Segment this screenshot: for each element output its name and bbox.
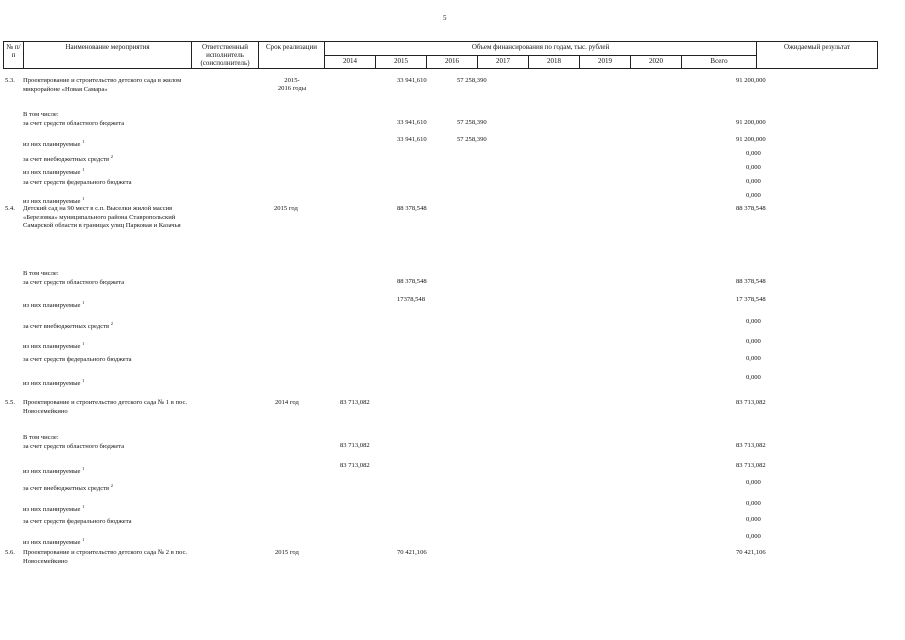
regional-2014: 83 713,082 (340, 442, 370, 449)
header-responsible: Ответственный исполнитель (соисполнитель) (192, 42, 259, 69)
header-table (3, 41, 878, 69)
planned-label: из них планируемые $^1$ (23, 341, 85, 350)
planned-label: из них планируемые $^1$ (23, 196, 85, 205)
header-year: 2017 (478, 55, 529, 69)
item-value-2016: 57 258,390 (457, 77, 487, 84)
page-number: 5 (443, 14, 447, 22)
planned-2014: 83 713,082 (340, 462, 370, 469)
offbudget-planned-total: 0,000 (746, 164, 761, 171)
header-year: 2014 (325, 55, 376, 69)
item-total: 83 713,082 (736, 399, 766, 406)
federal-planned-total: 0,000 (746, 374, 761, 381)
item-value-2014: 83 713,082 (340, 399, 370, 406)
regional-2016: 57 258,390 (457, 119, 487, 126)
planned-total: 17 378,548 (736, 296, 766, 303)
federal-total: 0,000 (746, 178, 761, 185)
item-value-2015: 70 421,106 (397, 549, 427, 556)
header-funding: Объем финансирования по годам, тыс. рублей (325, 42, 757, 56)
header-name: Наименование мероприятия (24, 42, 192, 69)
offbudget-total: 0,000 (746, 479, 761, 486)
federal-planned-total: 0,000 (746, 533, 761, 540)
header-year: 2020 (631, 55, 682, 69)
item-name: Проектирование и строительство детского сада № 1 в пос. Новосемейкино (23, 399, 188, 415)
header-total: Всего (682, 55, 757, 69)
federal-total: 0,000 (746, 516, 761, 523)
regional-total: 91 200,000 (736, 119, 766, 126)
federal-planned-total: 0,000 (746, 192, 761, 199)
federal-label: за счет средств федерального бюджета (23, 518, 132, 525)
item-period: 2015- 2016 годы (277, 77, 307, 92)
planned-label: из них планируемые $^1$ (23, 378, 85, 387)
planned-label: из них планируемые $^1$ (23, 300, 85, 309)
regional-2015: 33 941,610 (397, 119, 427, 126)
header-period: Срок реализации (259, 42, 325, 69)
federal-label: за счет средств федерального бюджета (23, 356, 132, 363)
planned-2016: 57 258,390 (457, 136, 487, 143)
offbudget-label: за счет внебюджетных средств $^2$ (23, 154, 114, 163)
regional-total: 88 378,548 (736, 278, 766, 285)
regional-2015: 88 378,548 (397, 278, 427, 285)
planned-label: из них планируемые $^1$ (23, 466, 85, 475)
item-name: Детский сад на 90 мест в с.п. Выселки жилой массив «Березовка» муниципального района Ставропольский Самарской области в границах улиц Парковая и Казачья (23, 205, 181, 229)
planned-2015: 33 941,610 (397, 136, 427, 143)
item-total: 70 421,106 (736, 549, 766, 556)
planned-label: из них планируемые $^1$ (23, 167, 85, 176)
header-year: 2018 (529, 55, 580, 69)
item-period: 2015 год (274, 205, 298, 212)
planned-2015: 17378,548 (397, 296, 426, 303)
header-year: 2016 (427, 55, 478, 69)
regional-label: за счет средств областного бюджета (23, 279, 125, 286)
offbudget-planned-total: 0,000 (746, 500, 761, 507)
planned-label: из них планируемые $^1$ (23, 504, 85, 513)
item-period: 2015 год (275, 549, 299, 556)
including-label: В том числе: (23, 111, 59, 118)
header-year: 2019 (580, 55, 631, 69)
federal-total: 0,000 (746, 355, 761, 362)
offbudget-total: 0,000 (746, 318, 761, 325)
item-value-2015: 88 378,548 (397, 205, 427, 212)
item-total: 88 378,548 (736, 205, 766, 212)
header-year: 2015 (376, 55, 427, 69)
item-name: Проектирование и строительство детского сада № 2 в пос. Новосемейкино (23, 549, 188, 565)
offbudget-planned-total: 0,000 (746, 338, 761, 345)
item-value-2015: 33 941,610 (397, 77, 427, 84)
offbudget-total: 0,000 (746, 150, 761, 157)
regional-label: за счет средств областного бюджета (23, 120, 125, 127)
item-number: 5.6. (5, 549, 15, 556)
regional-total: 83 713,082 (736, 442, 766, 449)
item-name: Проектирование и строительство детского сада в жилом микрорайоне «Новая Самара» (23, 77, 182, 93)
item-total: 91 200,000 (736, 77, 766, 84)
offbudget-label: за счет внебюджетных средств $^2$ (23, 483, 114, 492)
item-number: 5.3. (5, 77, 15, 84)
header-no: № п/п (4, 42, 24, 69)
federal-label: за счет средств федерального бюджета (23, 179, 132, 186)
planned-total: 83 713,082 (736, 462, 766, 469)
item-number: 5.5. (5, 399, 15, 406)
planned-total: 91 200,000 (736, 136, 766, 143)
including-label: В том числе: (23, 434, 59, 441)
planned-label: из них планируемые $^1$ (23, 139, 85, 148)
including-label: В том числе: (23, 270, 59, 277)
offbudget-label: за счет внебюджетных средств $^2$ (23, 321, 114, 330)
regional-label: за счет средств областного бюджета (23, 443, 125, 450)
planned-label: из них планируемые $^1$ (23, 537, 85, 546)
header-result: Ожидаемый результат (757, 42, 878, 69)
item-period: 2014 год (275, 399, 299, 406)
item-number: 5.4. (5, 205, 15, 212)
